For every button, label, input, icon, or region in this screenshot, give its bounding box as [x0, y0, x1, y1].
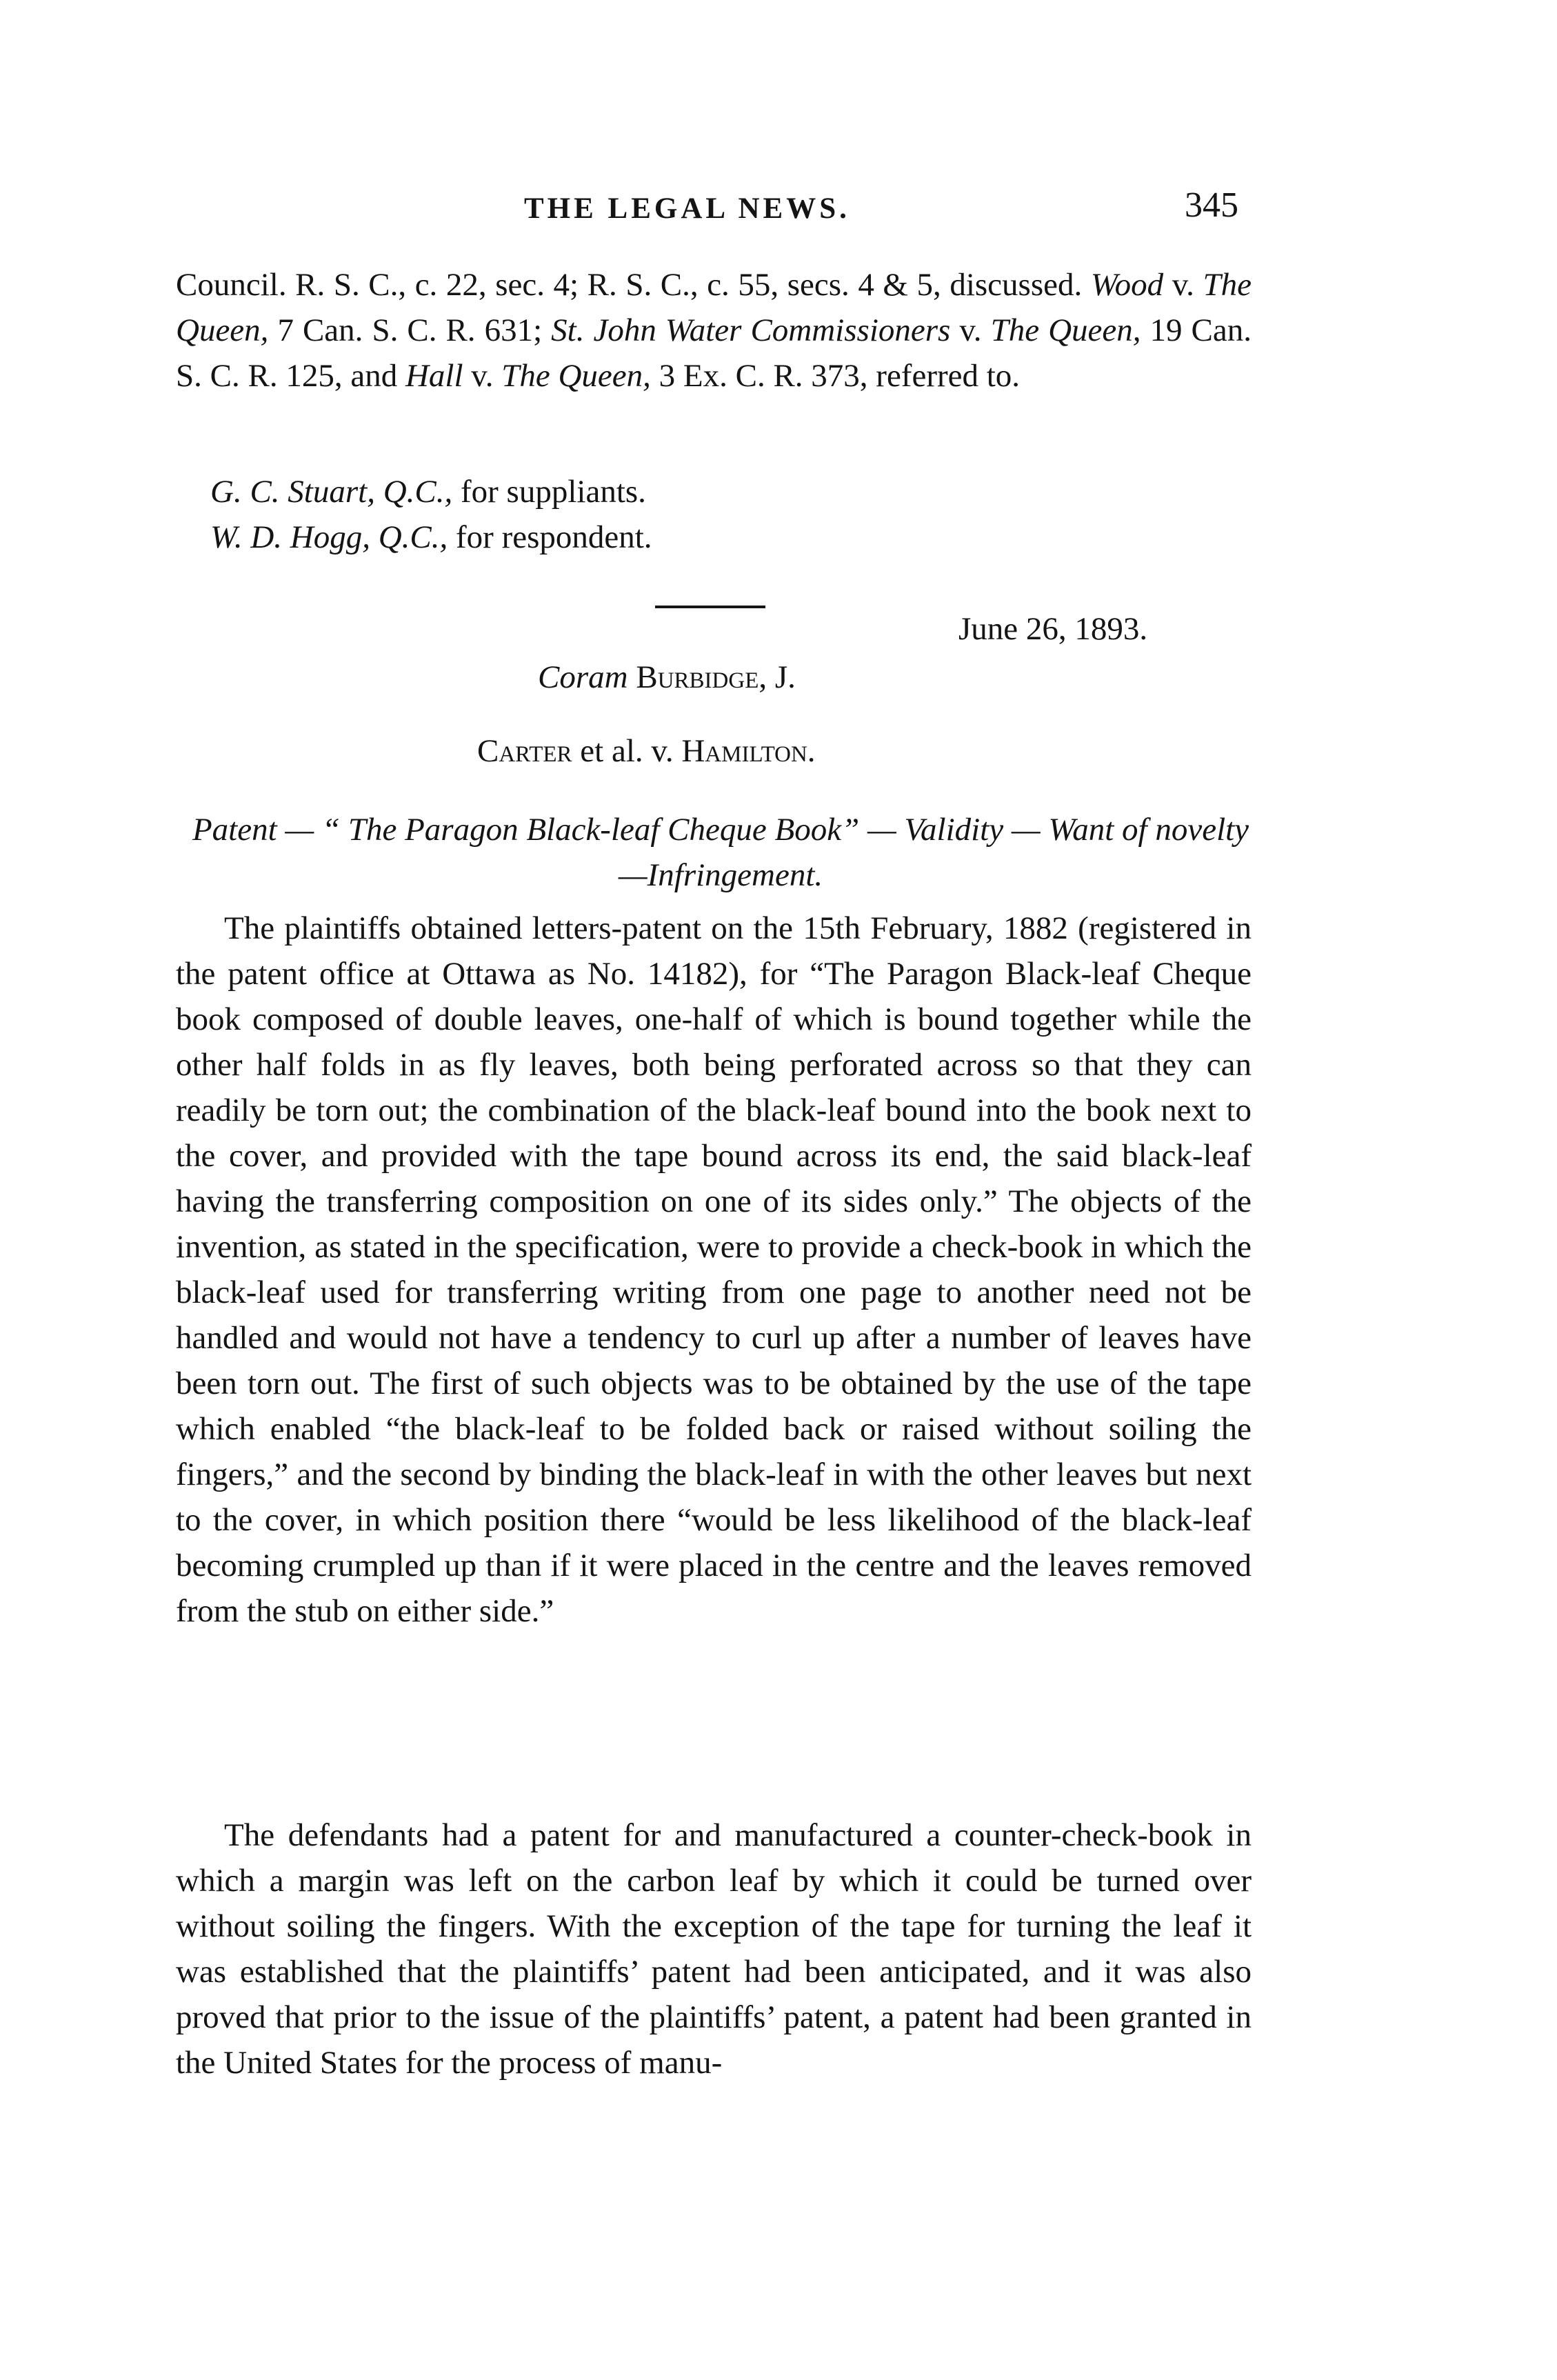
- counsel-role: for suppliants.: [452, 474, 646, 510]
- judge-name: Burbidge, J.: [627, 659, 796, 695]
- case-name: The Queen,: [990, 312, 1141, 348]
- counsel-suppliants: [210, 469, 646, 514]
- section-divider: [655, 606, 765, 608]
- citation-text: v.: [950, 312, 991, 348]
- coram-word: Coram: [538, 659, 628, 695]
- page-number: 345: [1185, 186, 1238, 225]
- case-title: [477, 732, 816, 770]
- defendant-name: Hamilton.: [681, 733, 816, 769]
- counsel-role: for respondent.: [448, 519, 652, 555]
- body-paragraph: The defendants had a patent for and manufactured a counter-check-book in which a margin was left on the carbon leaf by which it could be turned over without soiling the fingers. With the exception of the tape for turning the leaf it was established that the plaintiffs’ patent had been anticipated, and it was also proved that prior to the issue of the plaintiffs’ patent, a patent had been granted in the United States for the process of manu-: [176, 1817, 1252, 2081]
- counsel-respondent: [210, 514, 652, 560]
- case-name: Wood: [1090, 267, 1164, 303]
- decision-date: June 26, 1893.: [958, 611, 1148, 647]
- citations-paragraph: [176, 262, 1252, 399]
- citation-text: 3 Ex. C. R. 373, referred to.: [650, 358, 1021, 394]
- citation-text: v.: [1163, 267, 1203, 303]
- case-name: The Queen,: [176, 267, 1252, 348]
- body-paragraph: The plaintiffs obtained letters-patent on the 15th February, 1882 (registered in the patent office at Ottawa as No. 14182), for “The Paragon Black-leaf Cheque book composed of double leaves, one-half of which is bound together while the other half folds in as fly leaves, both being perforated across so that they can readily be torn out; the combination of the black-leaf bound into the book next to the cover, and provided with the tape bound across its end, the said black-leaf having the transferring composition on one of its sides only.” The objects of the invention, as stated in the specification, were to provide a check-book in which the black-leaf used for transferring writing from one page to another need not be handled and would not have a tendency to curl up after a number of leaves have been torn out. The first of such objects was to be obtained by the use of the tape which enabled “the black-leaf to be folded back or raised without soiling the fingers,” and the second by binding the black-leaf in with the other leaves but next to the cover, in which position there “would be less likelihood of the black-leaf becoming crumpled up than if it were placed in the centre and the leaves removed from the stub on either side.”: [176, 910, 1252, 1629]
- running-header: THE LEGAL NEWS.: [524, 192, 850, 225]
- citation-text: 19 Can. S. C. R. 125, and: [176, 312, 1252, 394]
- counsel-name: G. C. Stuart, Q.C.,: [210, 474, 453, 510]
- case-name: The Queen,: [501, 358, 651, 394]
- case-name: Hall: [405, 358, 463, 394]
- case-name: St. John Water Commissioners: [551, 312, 951, 348]
- citation-text: v.: [463, 358, 502, 394]
- case-connector: et al. v.: [572, 733, 682, 769]
- headnote: Patent — “ The Paragon Black-leaf Cheque Book” — Validity — Want of novelty—Infringement.: [192, 812, 1249, 893]
- plaintiff-name: Carter: [477, 733, 572, 769]
- citation-text: 7 Can. S. C. R. 631;: [268, 312, 552, 348]
- citation-text: Council. R. S. C., c. 22, sec. 4; R. S. C., c. 55, secs. 4 & 5, discussed.: [176, 267, 1091, 303]
- coram-line: [538, 659, 796, 696]
- counsel-name: W. D. Hogg, Q.C.,: [210, 519, 448, 555]
